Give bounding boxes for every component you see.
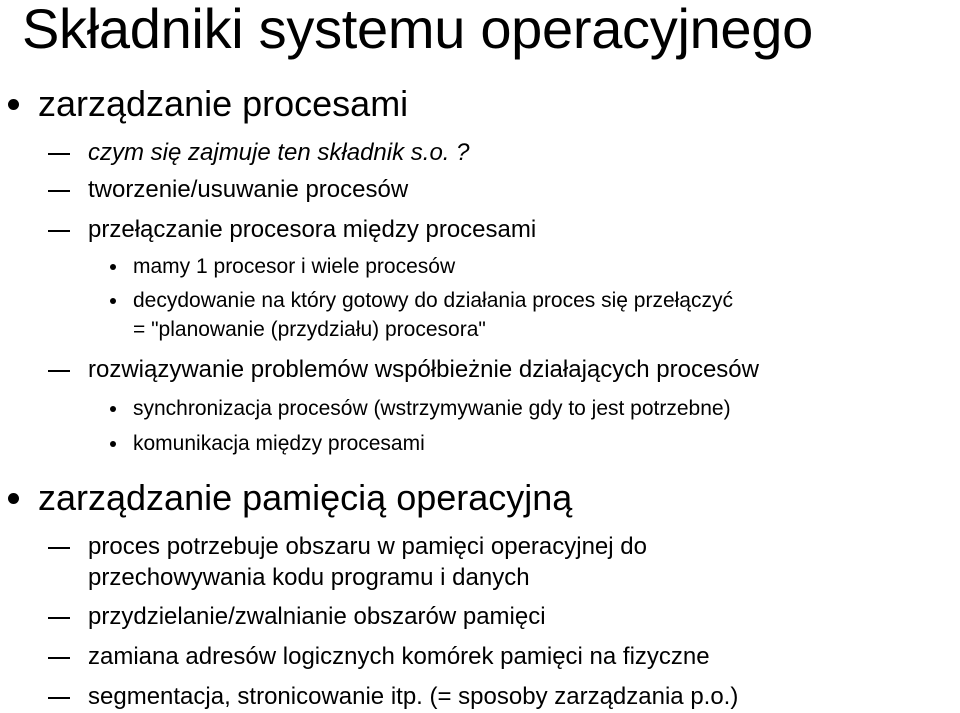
list-item: segmentacja, stronicowanie itp. (= sposoby zarządzania p.o.) (88, 683, 739, 710)
list-item: rozwiązywanie problemów współbieżnie działających procesów (88, 356, 759, 383)
section-heading-memory: zarządzanie pamięcią operacyjną (38, 477, 573, 518)
list-item: proces potrzebuje obszaru w pamięci operacyjnej do (88, 533, 647, 560)
list-item: przydzielanie/zwalnianie obszarów pamięci (88, 603, 546, 630)
bullet-dot-icon (110, 441, 116, 447)
dash-icon (48, 230, 70, 232)
bullet-dot-icon (110, 298, 116, 304)
bullet-dot-icon (110, 264, 116, 270)
dash-icon (48, 697, 70, 699)
list-item-continuation: przechowywania kodu programu i danych (88, 564, 530, 591)
sub-list-item: decydowanie na który gotowy do działania proces się przełączyć (133, 289, 733, 312)
sub-list-item: mamy 1 procesor i wiele procesów (133, 255, 456, 278)
dash-icon (48, 617, 70, 619)
bullet-dot-icon (8, 493, 19, 504)
dash-icon (48, 153, 70, 155)
list-item: przełączanie procesora między procesami (88, 216, 537, 243)
dash-icon (48, 657, 70, 659)
sub-list-item-continuation: = "planowanie (przydziału) procesora" (133, 318, 486, 341)
slide-title: Składniki systemu operacyjnego (22, 0, 813, 60)
list-item: czym się zajmuje ten składnik s.o. ? (88, 139, 470, 166)
sub-list-item: komunikacja między procesami (133, 432, 425, 455)
dash-icon (48, 190, 70, 192)
dash-icon (48, 370, 70, 372)
dash-icon (48, 547, 70, 549)
bullet-dot-icon (8, 99, 19, 110)
list-item: zamiana adresów logicznych komórek pamięci na fizyczne (88, 643, 710, 670)
section-heading-processes: zarządzanie procesami (38, 83, 409, 124)
bullet-dot-icon (110, 406, 116, 412)
sub-list-item: synchronizacja procesów (wstrzymywanie gdy to jest potrzebne) (133, 397, 731, 420)
list-item: tworzenie/usuwanie procesów (88, 176, 409, 203)
